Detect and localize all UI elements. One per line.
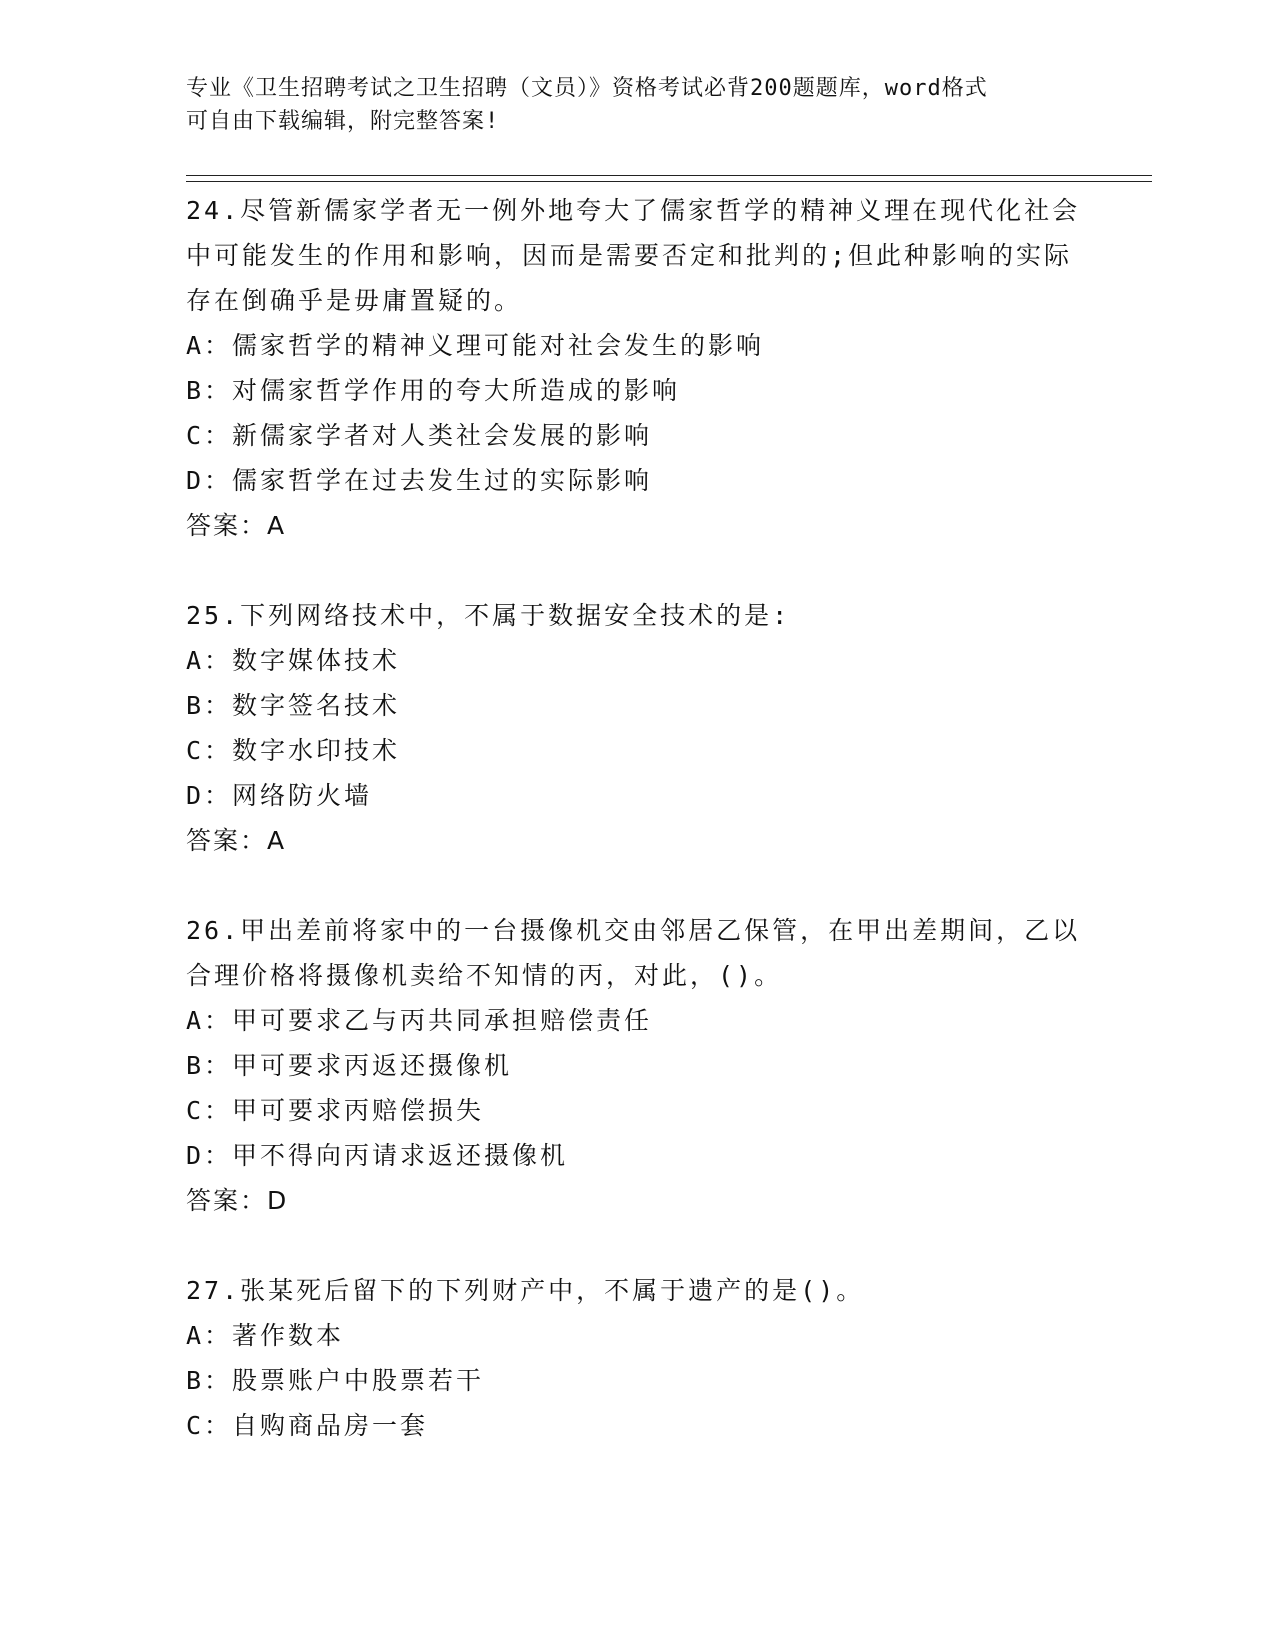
option-c: C：自购商品房一套 [186,1411,429,1440]
question-spacer [186,863,1086,908]
option-c: C：数字水印技术 [186,736,401,765]
option-a: A：数字媒体技术 [186,646,401,675]
question-stem: 24.尽管新儒家学者无一例外地夸大了儒家哲学的精神义理在现代化社会中可能发生的作用和影响，因而是需要否定和批判的;但此种影响的实际存在倒确乎是毋庸置疑的。 [186,196,1081,315]
option-d: D：网络防火墙 [186,781,373,810]
option-b: B：股票账户中股票若干 [186,1366,485,1395]
option-b: B：对儒家哲学作用的夸大所造成的影响 [186,376,681,405]
question-stem: 27.张某死后留下的下列财产中，不属于遗产的是()。 [186,1276,865,1305]
answer-line: 答案：A [186,826,287,855]
option-b: B：甲可要求丙返还摄像机 [186,1051,513,1080]
document-header [186,72,1086,138]
header-line-2: 可自由下载编辑，附完整答案! [186,109,500,134]
header-line-1: 专业《卫生招聘考试之卫生招聘（文员）》资格考试必背200题题库，word格式 [186,76,988,101]
option-d: D：儒家哲学在过去发生过的实际影响 [186,466,653,495]
header-divider-top [186,175,1152,176]
option-d: D：甲不得向丙请求返还摄像机 [186,1141,569,1170]
question-27 [186,1268,1086,1448]
option-a: A：著作数本 [186,1321,345,1350]
question-24 [186,188,1086,548]
answer-line: 答案：A [186,511,287,540]
answer-line: 答案：D [186,1186,289,1215]
option-c: C：甲可要求丙赔偿损失 [186,1096,485,1125]
option-b: B：数字签名技术 [186,691,401,720]
option-a: A：甲可要求乙与丙共同承担赔偿责任 [186,1006,653,1035]
question-stem: 25.下列网络技术中，不属于数据安全技术的是: [186,601,791,630]
question-stem: 26.甲出差前将家中的一台摄像机交由邻居乙保管，在甲出差期间，乙以合理价格将摄像机卖给不知情的丙，对此，()。 [186,916,1081,990]
header-divider-bottom [186,181,1152,182]
option-c: C：新儒家学者对人类社会发展的影响 [186,421,653,450]
question-list [186,188,1086,1448]
question-25 [186,593,1086,863]
question-spacer [186,1223,1086,1268]
question-spacer [186,548,1086,593]
question-26 [186,908,1086,1223]
option-a: A：儒家哲学的精神义理可能对社会发生的影响 [186,331,765,360]
